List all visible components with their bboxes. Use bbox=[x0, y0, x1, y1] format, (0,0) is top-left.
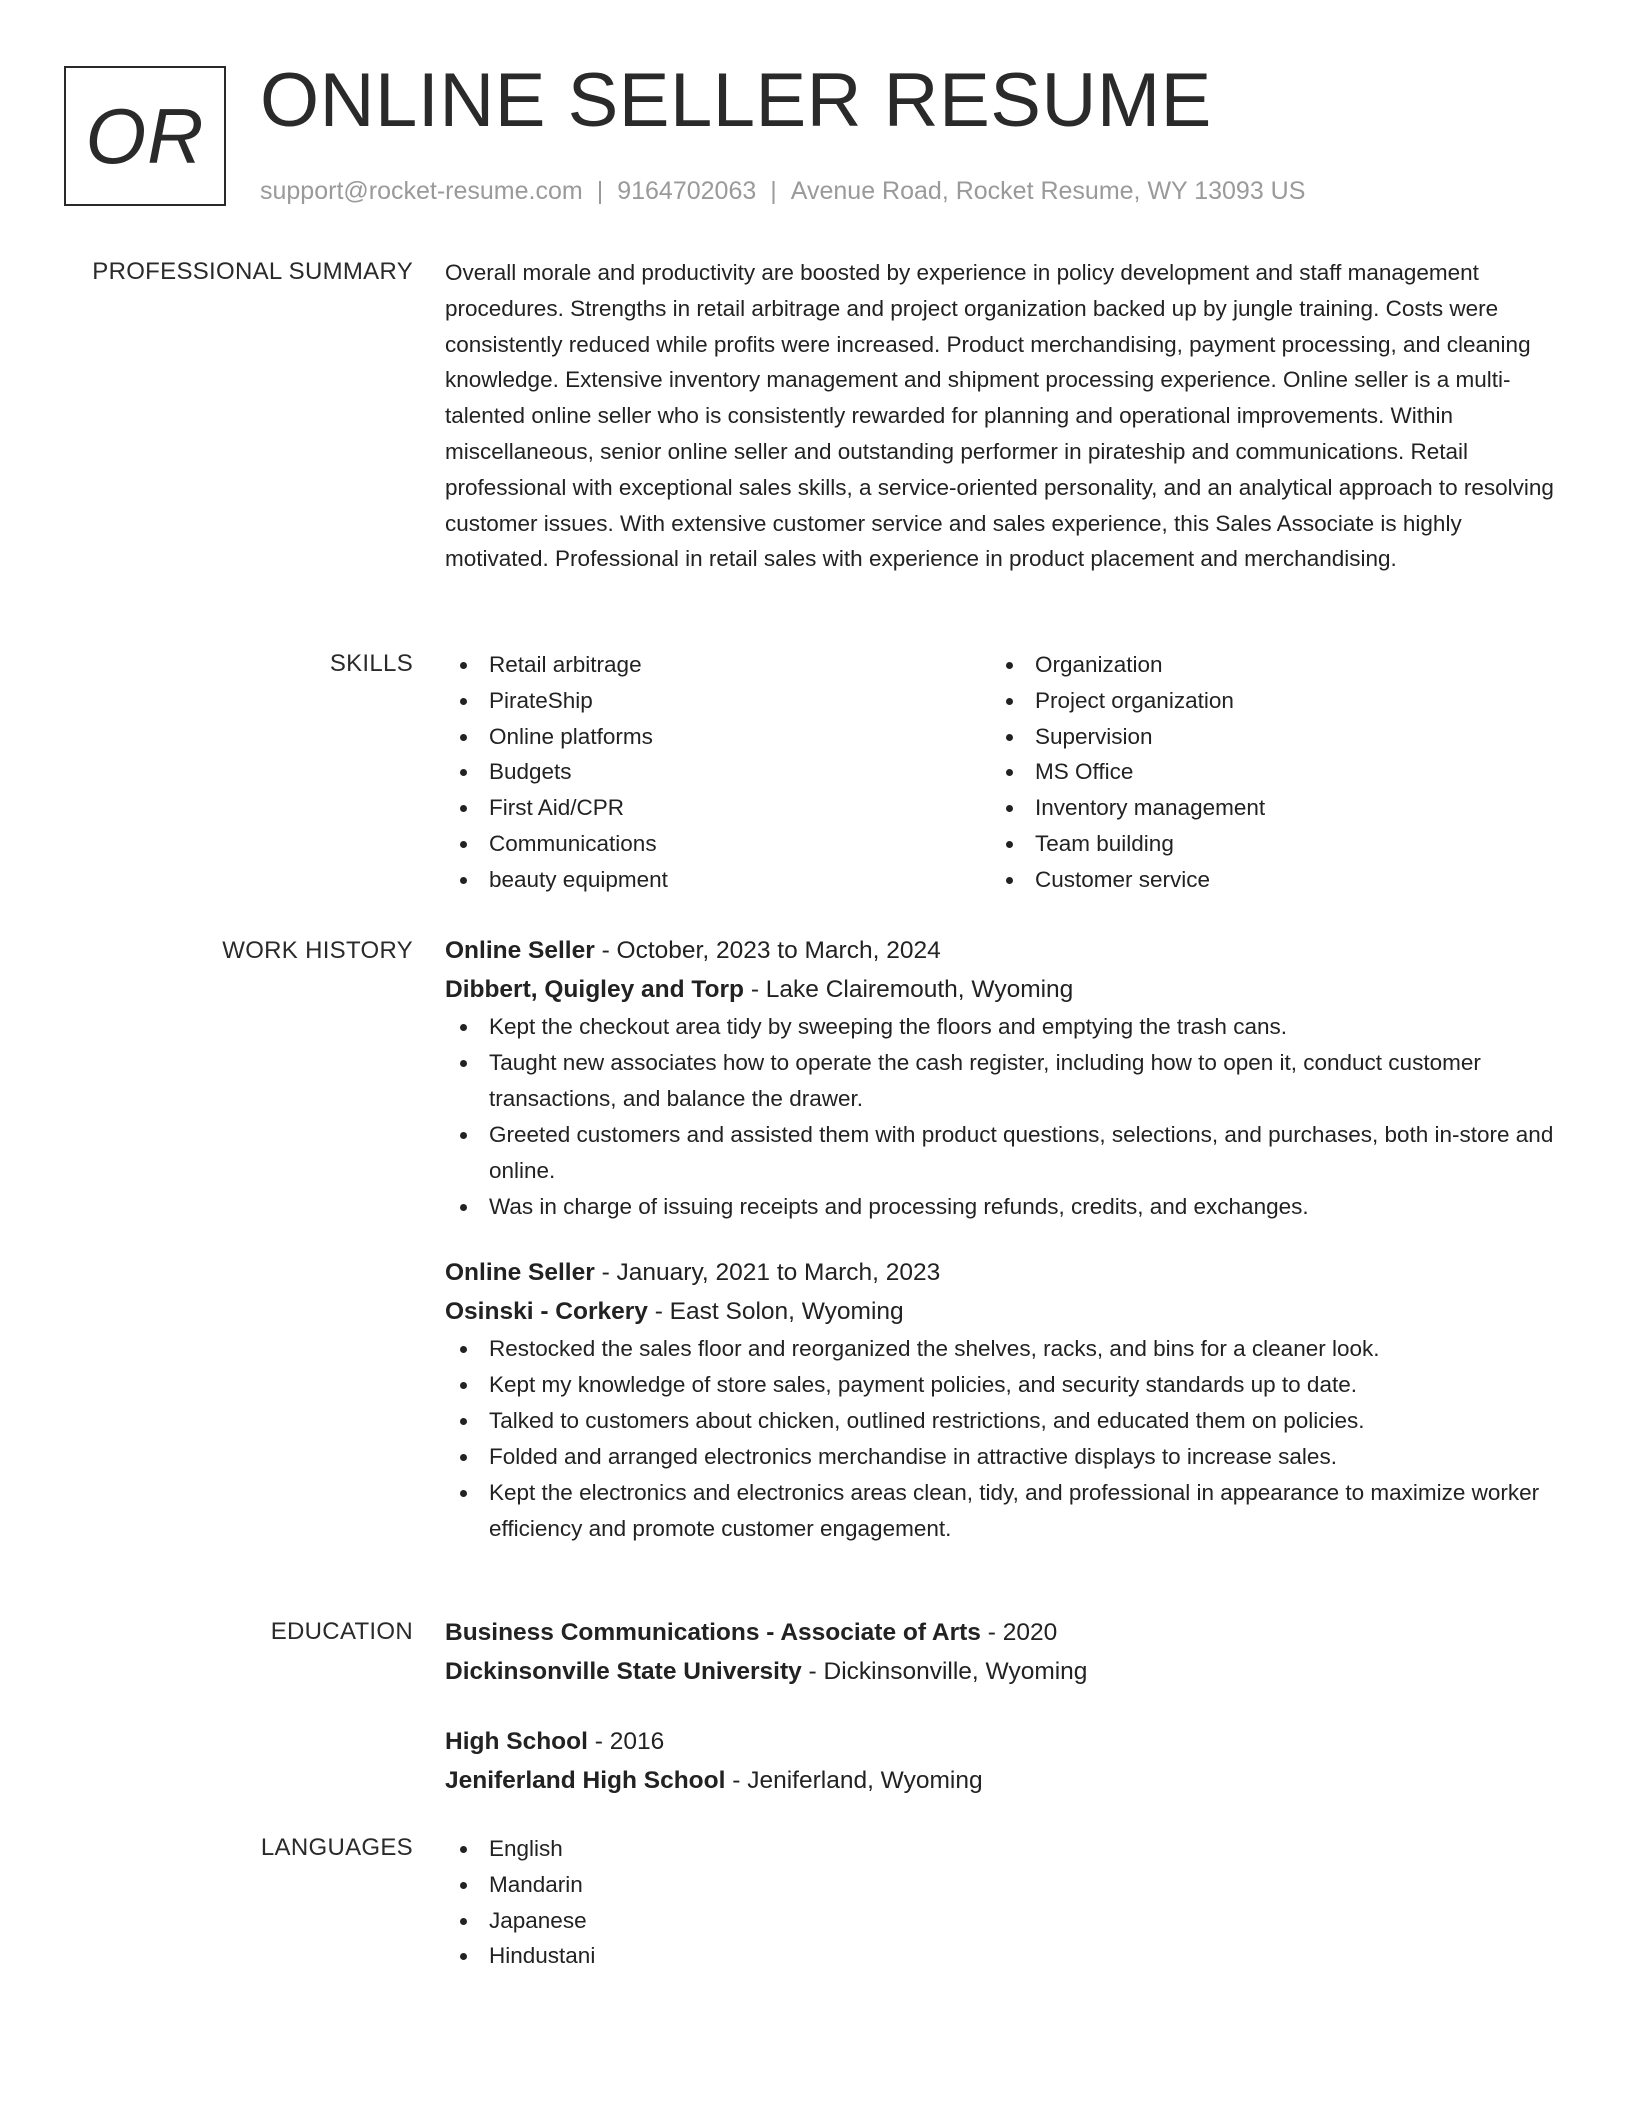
education-entry bbox=[445, 1722, 1560, 1800]
education-degree-line bbox=[445, 1722, 1560, 1761]
job-duty: Was in charge of issuing receipts and processing refunds, credits, and exchanges. bbox=[445, 1189, 1560, 1225]
education-school-line bbox=[445, 1652, 1560, 1691]
education-year: - 2020 bbox=[980, 1619, 1058, 1646]
education-heading: EDUCATION bbox=[270, 1618, 413, 1645]
summary-text: Overall morale and productivity are boosted by experience in policy development and staff management procedures. Strengths in retail arbitrage and project organization backed up by jungle training. Costs were consistently reduced while profits were increased. Product merchandising, payment processing, and cleaning knowledge. Extensive inventory management and shipment processing experience. Online seller is a multi-talented online seller who is consistently rewarded for planning and operational improvements. Within miscellaneous, senior online seller and outstanding performer in pirateship and communications. Retail professional with exceptional sales skills, a service-oriented personality, and an analytical approach to resolving customer issues. With extensive customer service and sales experience, this Sales Associate is highly motivated. Professional in retail sales with experience in product placement and merchandising. bbox=[445, 260, 1554, 572]
job-location: - East Solon, Wyoming bbox=[647, 1298, 904, 1325]
skill-item: Customer service bbox=[991, 862, 1537, 898]
contact-separator: | bbox=[596, 177, 604, 205]
job-duties bbox=[445, 1331, 1560, 1547]
education-degree: Business Communications - Associate of Arts bbox=[445, 1619, 981, 1646]
resume-title: ONLINE SELLER RESUME bbox=[260, 58, 1212, 143]
summary-heading: PROFESSIONAL SUMMARY bbox=[92, 258, 413, 285]
job-duty: Kept the electronics and electronics areas clean, tidy, and professional in appearance to maximize worker efficiency and promote customer engagement. bbox=[445, 1475, 1560, 1547]
skill-item: beauty equipment bbox=[445, 862, 991, 898]
job-duty: Kept the checkout area tidy by sweeping the floors and emptying the trash cans. bbox=[445, 1009, 1560, 1045]
job-company-line bbox=[445, 1292, 1560, 1331]
language-item: Hindustani bbox=[445, 1938, 1560, 1974]
skill-item: Supervision bbox=[991, 719, 1537, 755]
education-location: - Dickinsonville, Wyoming bbox=[801, 1658, 1088, 1685]
job-title: Online Seller bbox=[445, 937, 595, 964]
skill-item: Project organization bbox=[991, 683, 1537, 719]
job-title-line bbox=[445, 1253, 1560, 1292]
education-year: - 2016 bbox=[587, 1728, 665, 1755]
job-duty: Talked to customers about chicken, outlined restrictions, and educated them on policies. bbox=[445, 1403, 1560, 1439]
job-duty: Folded and arranged electronics merchandise in attractive displays to increase sales. bbox=[445, 1439, 1560, 1475]
contact-address: Avenue Road, Rocket Resume, WY 13093 US bbox=[790, 177, 1306, 205]
job-company: Osinski - Corkery bbox=[445, 1298, 648, 1325]
job-duty: Greeted customers and assisted them with product questions, selections, and purchases, both in-store and online. bbox=[445, 1117, 1560, 1189]
skills-list-right bbox=[991, 647, 1537, 898]
job-entry bbox=[445, 1253, 1560, 1547]
languages-heading: LANGUAGES bbox=[260, 1834, 413, 1861]
job-duty: Kept my knowledge of store sales, payment policies, and security standards up to date. bbox=[445, 1367, 1560, 1403]
contact-line bbox=[260, 174, 1305, 208]
skills-list-left bbox=[445, 647, 991, 898]
skill-item: Online platforms bbox=[445, 719, 991, 755]
education-degree-line bbox=[445, 1613, 1560, 1652]
language-item: Japanese bbox=[445, 1903, 1560, 1939]
languages-list bbox=[445, 1831, 1560, 1974]
job-duty: Restocked the sales floor and reorganized the shelves, racks, and bins for a cleaner look. bbox=[445, 1331, 1560, 1367]
education-school: Dickinsonville State University bbox=[445, 1658, 802, 1685]
monogram-logo: OR bbox=[64, 66, 226, 206]
job-duty: Taught new associates how to operate the cash register, including how to open it, conduct customer transactions, and balance the drawer. bbox=[445, 1045, 1560, 1117]
skill-item: Budgets bbox=[445, 754, 991, 790]
job-duties bbox=[445, 1009, 1560, 1225]
job-dates: - January, 2021 to March, 2023 bbox=[594, 1259, 941, 1286]
education-location: - Jeniferland, Wyoming bbox=[725, 1767, 983, 1794]
contact-separator: | bbox=[770, 177, 777, 205]
education-school-line bbox=[445, 1761, 1560, 1800]
job-title-line bbox=[445, 931, 1560, 970]
education-school: Jeniferland High School bbox=[445, 1767, 726, 1794]
contact-email: support@rocket-resume.com bbox=[260, 177, 583, 205]
skill-item: Organization bbox=[991, 647, 1537, 683]
education-entry bbox=[445, 1613, 1560, 1691]
skill-item: MS Office bbox=[991, 754, 1537, 790]
skill-item: Team building bbox=[991, 826, 1537, 862]
job-location: - Lake Clairemouth, Wyoming bbox=[744, 976, 1074, 1003]
language-item: English bbox=[445, 1831, 1560, 1867]
education-degree: High School bbox=[445, 1728, 588, 1755]
skill-item: Communications bbox=[445, 826, 991, 862]
skill-item: Retail arbitrage bbox=[445, 647, 991, 683]
job-entry bbox=[445, 931, 1560, 1225]
skill-item: Inventory management bbox=[991, 790, 1537, 826]
job-title: Online Seller bbox=[445, 1259, 595, 1286]
job-company-line bbox=[445, 970, 1560, 1009]
skill-item: PirateShip bbox=[445, 683, 991, 719]
language-item: Mandarin bbox=[445, 1867, 1560, 1903]
job-company: Dibbert, Quigley and Torp bbox=[445, 976, 745, 1003]
skills-heading: SKILLS bbox=[329, 650, 413, 677]
skill-item: First Aid/CPR bbox=[445, 790, 991, 826]
contact-phone: 9164702063 bbox=[617, 177, 757, 205]
job-dates: - October, 2023 to March, 2024 bbox=[594, 937, 941, 964]
work-history-heading: WORK HISTORY bbox=[222, 937, 413, 964]
